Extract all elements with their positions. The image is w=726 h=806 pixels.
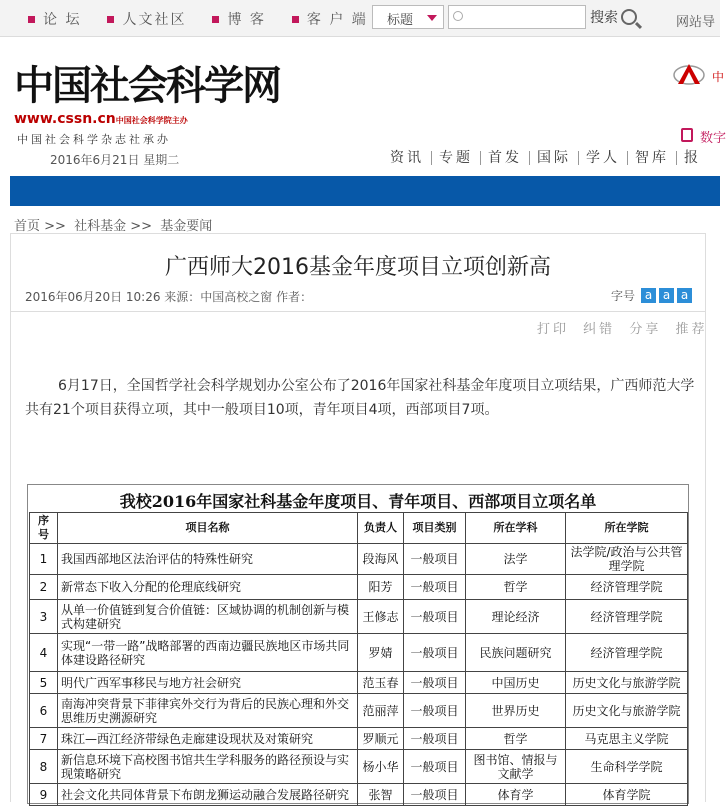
header-project: 项目名称 bbox=[58, 513, 358, 544]
row-index: 4 bbox=[30, 634, 58, 672]
site-logo-url[interactable]: www.cssn.cn中国社会科学院主办 bbox=[14, 111, 188, 127]
row-index: 8 bbox=[30, 750, 58, 784]
row-index: 1 bbox=[30, 544, 58, 575]
digital-book-icon[interactable] bbox=[681, 128, 693, 142]
search-button[interactable]: 搜索 bbox=[590, 7, 637, 27]
main-nav-first[interactable]: 首发 bbox=[481, 151, 530, 165]
row-category: 一般项目 bbox=[404, 634, 466, 672]
digital-edition-link[interactable]: 数字 bbox=[700, 131, 726, 146]
row-project: 珠江—西江经济带绿色走廊建设现状及对策研究 bbox=[58, 728, 358, 750]
top-nav-blog[interactable]: 博 客 bbox=[212, 9, 265, 29]
row-project: 社会文化共同体背景下布朗龙狮运动融合发展路径研究 bbox=[58, 784, 358, 806]
table-row bbox=[30, 784, 688, 806]
caret-down-icon bbox=[427, 15, 437, 21]
row-discipline: 中国历史 bbox=[466, 672, 566, 694]
top-nav-forum[interactable]: 论 坛 bbox=[28, 9, 81, 29]
row-index: 3 bbox=[30, 600, 58, 634]
emblem-icon bbox=[672, 62, 706, 86]
row-index: 7 bbox=[30, 728, 58, 750]
table-row bbox=[30, 750, 688, 784]
top-nav-community[interactable]: 人文社区 bbox=[107, 9, 186, 29]
main-nav-news[interactable]: 资讯 bbox=[390, 151, 432, 165]
row-category: 一般项目 bbox=[404, 750, 466, 784]
header-index: 序号 bbox=[30, 513, 58, 544]
site-logo-subtitle: 中国社会科学杂志社承办 bbox=[17, 133, 171, 146]
row-leader: 罗顺元 bbox=[358, 728, 404, 750]
row-project: 南海冲突背景下菲律宾外交行为背后的民族心理和外交思维历史溯源研究 bbox=[58, 694, 358, 728]
project-table bbox=[29, 512, 688, 806]
table-row bbox=[30, 544, 688, 575]
magnifier-icon bbox=[621, 9, 637, 25]
row-discipline: 法学 bbox=[466, 544, 566, 575]
row-leader: 杨小华 bbox=[358, 750, 404, 784]
header-college: 所在学院 bbox=[566, 513, 688, 544]
table-row bbox=[30, 728, 688, 750]
row-category: 一般项目 bbox=[404, 544, 466, 575]
breadcrumb-fund[interactable]: 社科基金 bbox=[74, 219, 127, 234]
print-link[interactable]: 打印 bbox=[537, 322, 570, 337]
search-type-select[interactable]: 标题 bbox=[372, 5, 444, 29]
row-discipline: 理论经济 bbox=[466, 600, 566, 634]
row-college: 经济管理学院 bbox=[566, 575, 688, 600]
breadcrumb-fund-news[interactable]: 基金要闻 bbox=[160, 219, 213, 234]
row-index: 9 bbox=[30, 784, 58, 806]
share-link[interactable]: 分享 bbox=[629, 322, 662, 337]
current-date: 2016年6月21日 星期二 bbox=[50, 153, 180, 167]
article-paragraph: 6月17日，全国哲学社会科学规划办公室公布了2016年国家社科基金年度项目立项结果，广西师范大学共有21个项目获得立项，其中一般项目10项，青年项目4项，西部项目7项。 bbox=[25, 378, 695, 418]
bullet-icon bbox=[292, 16, 299, 23]
bullet-icon bbox=[107, 16, 114, 23]
search-icon bbox=[453, 11, 463, 21]
table-row bbox=[30, 672, 688, 694]
header-category: 项目类别 bbox=[404, 513, 466, 544]
table-row bbox=[30, 694, 688, 728]
font-small-button[interactable]: a bbox=[677, 288, 692, 303]
row-leader: 阳芳 bbox=[358, 575, 404, 600]
report-error-link[interactable]: 纠错 bbox=[583, 322, 616, 337]
row-leader: 张智 bbox=[358, 784, 404, 806]
row-leader: 范玉春 bbox=[358, 672, 404, 694]
row-category: 一般项目 bbox=[404, 728, 466, 750]
article-tools bbox=[537, 318, 707, 337]
main-nav-topics[interactable]: 专题 bbox=[432, 151, 481, 165]
search-input[interactable] bbox=[448, 5, 586, 29]
row-college: 马克思主义学院 bbox=[566, 728, 688, 750]
font-large-button[interactable]: a bbox=[641, 288, 656, 303]
row-index: 6 bbox=[30, 694, 58, 728]
row-category: 一般项目 bbox=[404, 784, 466, 806]
row-category: 一般项目 bbox=[404, 672, 466, 694]
main-nav-newspaper[interactable]: 报 bbox=[684, 150, 701, 166]
article-meta: 2016年06月20日 10:26 来源：中国高校之窗 作者： bbox=[25, 290, 313, 304]
row-leader: 范丽萍 bbox=[358, 694, 404, 728]
recommend-link[interactable]: 推荐 bbox=[675, 322, 708, 337]
row-leader: 罗婧 bbox=[358, 634, 404, 672]
bullet-icon bbox=[28, 16, 35, 23]
table-row bbox=[30, 634, 688, 672]
row-project: 我国西部地区法治评估的特殊性研究 bbox=[58, 544, 358, 575]
row-category: 一般项目 bbox=[404, 600, 466, 634]
top-nav-client[interactable]: 客 户 端 bbox=[292, 9, 368, 29]
row-project: 新常态下收入分配的伦理底线研究 bbox=[58, 575, 358, 600]
row-college: 生命科学学院 bbox=[566, 750, 688, 784]
row-discipline: 哲学 bbox=[466, 728, 566, 750]
row-college: 法学院/政治与公共管理学院 bbox=[566, 544, 688, 575]
row-project: 明代广西军事移民与地方社会研究 bbox=[58, 672, 358, 694]
main-nav-thinktank[interactable]: 智库 bbox=[628, 151, 677, 165]
row-college: 经济管理学院 bbox=[566, 600, 688, 634]
row-index: 5 bbox=[30, 672, 58, 694]
main-nav bbox=[390, 151, 708, 165]
row-college: 经济管理学院 bbox=[566, 634, 688, 672]
table-title: 我校2016年国家社科基金年度项目、青年项目、西部项目立项名单 bbox=[119, 492, 597, 511]
main-nav-scholars[interactable]: 学人 bbox=[579, 151, 628, 165]
row-index: 2 bbox=[30, 575, 58, 600]
top-bar bbox=[0, 0, 720, 37]
row-leader: 王修志 bbox=[358, 600, 404, 634]
row-leader: 段海风 bbox=[358, 544, 404, 575]
font-medium-button[interactable]: a bbox=[659, 288, 674, 303]
row-discipline: 世界历史 bbox=[466, 694, 566, 728]
top-nav bbox=[28, 9, 394, 29]
row-discipline: 哲学 bbox=[466, 575, 566, 600]
table-row bbox=[30, 600, 688, 634]
table-header-row bbox=[30, 513, 688, 544]
row-college: 历史文化与旅游学院 bbox=[566, 672, 688, 694]
main-nav-international[interactable]: 国际 bbox=[530, 151, 579, 165]
row-category: 一般项目 bbox=[404, 575, 466, 600]
header-leader: 负责人 bbox=[358, 513, 404, 544]
row-discipline: 图书馆、情报与文献学 bbox=[466, 750, 566, 784]
emblem-tail-text: 中 bbox=[712, 70, 725, 84]
row-college: 体育学院 bbox=[566, 784, 688, 806]
row-project: 新信息环境下高校图书馆共生学科服务的路径预设与实现策略研究 bbox=[58, 750, 358, 784]
article-title: 广西师大2016基金年度项目立项创新高 bbox=[165, 255, 551, 280]
site-logo-text[interactable]: 中国社会科学网 bbox=[14, 62, 280, 109]
row-discipline: 体育学 bbox=[466, 784, 566, 806]
row-discipline: 民族问题研究 bbox=[466, 634, 566, 672]
blue-nav-bar bbox=[10, 176, 720, 206]
site-nav-link[interactable]: 网站导 bbox=[676, 15, 716, 30]
breadcrumb: 首页 >> 社科基金 >> 基金要闻 bbox=[14, 219, 213, 234]
bullet-icon bbox=[212, 16, 219, 23]
meta-divider bbox=[10, 311, 706, 312]
row-project: 实现“一带一路”战略部署的西南边疆民族地区市场共同体建设路径研究 bbox=[58, 634, 358, 672]
row-college: 历史文化与旅游学院 bbox=[566, 694, 688, 728]
row-project: 从单一价值链到复合价值链：区域协调的机制创新与模式构建研究 bbox=[58, 600, 358, 634]
header-discipline: 所在学科 bbox=[466, 513, 566, 544]
font-size-controls: 字号 a a a bbox=[611, 287, 692, 304]
row-category: 一般项目 bbox=[404, 694, 466, 728]
table-row bbox=[30, 575, 688, 600]
breadcrumb-home[interactable]: 首页 bbox=[14, 219, 41, 234]
